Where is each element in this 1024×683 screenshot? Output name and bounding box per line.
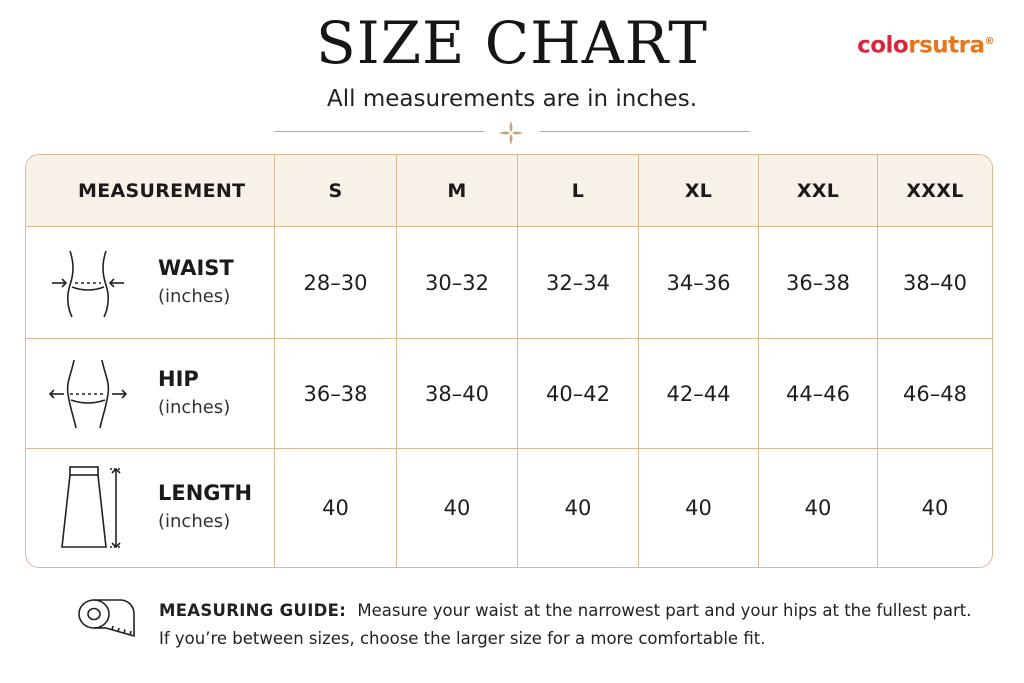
table-row-waist: [26, 227, 992, 339]
brand-logo: colorsutra®: [857, 32, 994, 59]
value-cell: 36–38: [759, 227, 878, 338]
ornamental-divider: [274, 119, 750, 145]
value-cell: 34–36: [639, 227, 759, 338]
page-subtitle: All measurements are in inches.: [327, 86, 697, 112]
value-cell: 40: [639, 449, 759, 567]
measurement-name: HIP: [158, 366, 199, 391]
value-cell: 40: [921, 496, 949, 520]
measurement-cell: [26, 227, 275, 338]
measurement-cell: [26, 449, 275, 567]
table-row-hip: [26, 339, 992, 449]
header-size-l: L: [518, 155, 639, 226]
length-measure-icon: [48, 463, 128, 553]
waist-measure-icon: [48, 238, 128, 328]
value-cell: 46–48: [903, 381, 967, 406]
measurement-unit: (inches): [158, 511, 231, 532]
diamond-ornament-icon: [498, 120, 524, 146]
guide-line-1: MEASURING GUIDE: Measure your waist at the narrowest part and your hips at the fullest part.: [159, 601, 972, 620]
header-size-xxxl: XXXL: [906, 179, 964, 202]
measurement-name: WAIST: [158, 255, 234, 280]
size-chart-table: [25, 154, 993, 568]
value-cell: 28–30: [275, 227, 397, 338]
value-cell: 30–32: [397, 227, 518, 338]
value-cell: 44–46: [759, 339, 878, 448]
table-header-row: [26, 155, 992, 227]
measurement-unit: (inches): [158, 285, 231, 307]
header-size-s: S: [275, 155, 397, 226]
guide-label: MEASURING GUIDE:: [159, 601, 347, 620]
measuring-tape-icon: [76, 596, 138, 646]
page-title: SIZE CHART: [316, 9, 708, 77]
value-cell: 42–44: [639, 339, 759, 448]
table-row-length: [26, 449, 992, 567]
value-cell: 38–40: [397, 339, 518, 448]
header-measurement: MEASUREMENT: [26, 155, 275, 226]
measuring-guide: [159, 597, 999, 653]
hip-measure-icon: [48, 349, 128, 439]
measurement-cell: [26, 339, 275, 448]
measurement-unit: (inches): [158, 396, 231, 418]
measurement-name: LENGTH: [158, 481, 253, 505]
value-cell: 40: [275, 449, 397, 567]
value-cell: 36–38: [275, 339, 397, 448]
value-cell: 38–40: [903, 270, 967, 295]
header-size-xxl: XXL: [759, 155, 878, 226]
value-cell: 32–34: [518, 227, 639, 338]
value-cell: 40: [397, 449, 518, 567]
value-cell: 40: [518, 449, 639, 567]
header-size-xl: XL: [639, 155, 759, 226]
guide-line-2: If you’re between sizes, choose the larger size for a more comfortable fit.: [159, 629, 766, 648]
header-size-m: M: [397, 155, 518, 226]
value-cell: 40: [759, 449, 878, 567]
value-cell: 40–42: [518, 339, 639, 448]
